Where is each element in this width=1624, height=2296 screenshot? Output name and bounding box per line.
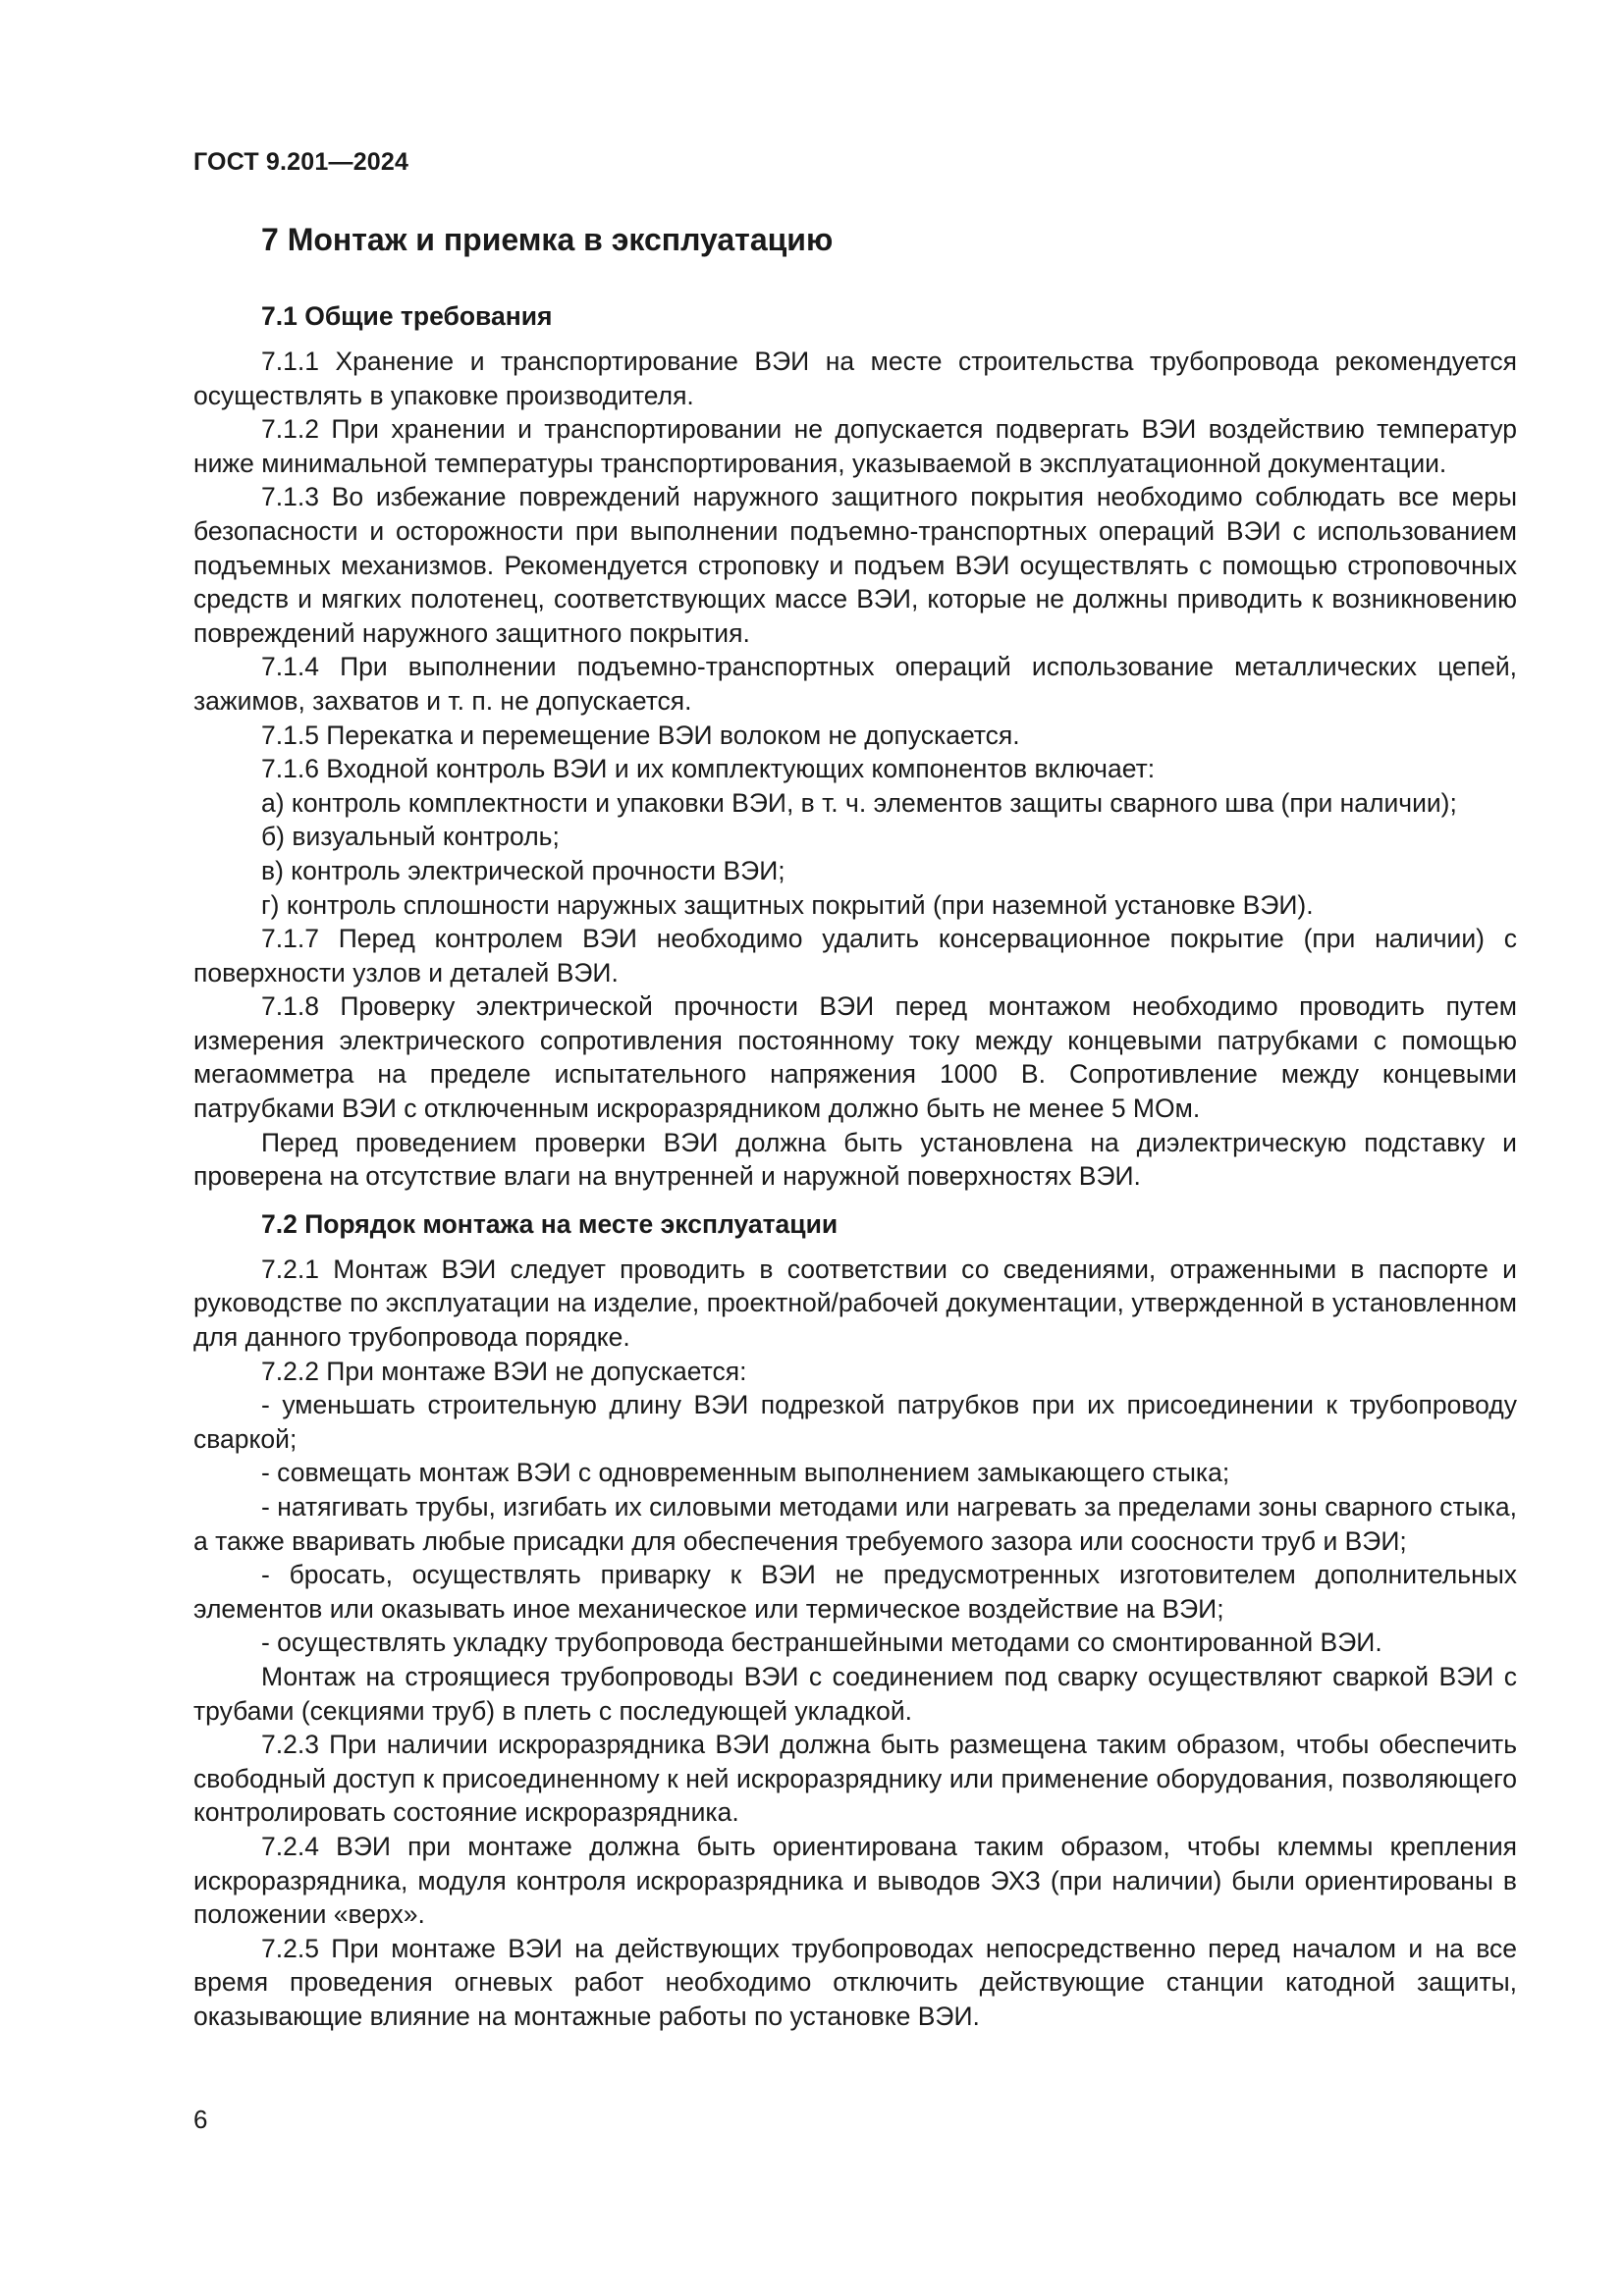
paragraph: Монтаж на строящиеся трубопроводы ВЭИ с соединением под сварку осуществляют сваркой ВЭИ с трубами (секциями труб) в плеть с последующей укладкой. <box>193 1661 1517 1726</box>
paragraph: 7.2.1 Монтаж ВЭИ следует проводить в соответствии со сведениями, отраженными в паспорте и руководстве по эксплуатации на изделие, проектной/рабочей документации, утвержденной в установленном для данного трубопровода порядке. <box>193 1254 1517 1353</box>
paragraph: 7.1.4 При выполнении подъемно-транспортных операций использование металлических цепей, зажимов, захватов и т. п. не допускается. <box>193 652 1517 716</box>
list-item: - натягивать трубы, изгибать их силовыми методами или нагревать за пределами зоны сварного стыка, а также вваривать любые присадки для обеспечения требуемого зазора или соосности труб и ВЭИ; <box>193 1492 1517 1556</box>
document-id-header: ГОСТ 9.201—2024 <box>193 148 409 176</box>
paragraph: 7.2.4 ВЭИ при монтаже должна быть ориентирована таким образом, чтобы клеммы крепления искроразрядника, модуля контроля искроразрядника и выводов ЭХЗ (при наличии) были ориентированы в положении «верх». <box>193 1831 1517 1930</box>
paragraph: 7.1.8 Проверку электрической прочности ВЭИ перед монтажом необходимо проводить путем измерения электрического сопротивления постоянному току между концевыми патрубками с помощью мегаомметра на пределе испытательного напряжения 1000 В. Сопротивление между концевыми патрубками ВЭИ с отключенным искроразрядником должно быть не менее 5 МОм. <box>193 991 1517 1124</box>
list-item: - бросать, осуществлять приварку к ВЭИ не предусмотренных изготовителем дополнительных элементов или оказывать иное механическое или термическое воздействие на ВЭИ; <box>193 1560 1517 1624</box>
paragraph: 7.1.6 Входной контроль ВЭИ и их комплектующих компонентов включает: <box>261 754 1156 784</box>
section-title: 7 Монтаж и приемка в эксплуатацию <box>261 222 834 257</box>
subsection-title: 7.1 Общие требования <box>261 301 553 331</box>
paragraph: 7.1.2 При хранении и транспортировании не допускается подвергать ВЭИ воздействию температур ниже минимальной температуры транспортирования, указываемой в эксплуатационной документации. <box>193 414 1517 478</box>
page-number: 6 <box>193 2105 208 2134</box>
paragraph: 7.2.3 При наличии искроразрядника ВЭИ должна быть размещена таким образом, чтобы обеспечить свободный доступ к присоединенному к ней искроразряднику или применение оборудования, позволяющего контролировать состояние искроразрядника. <box>193 1730 1517 1828</box>
page-content <box>193 220 1517 2034</box>
paragraph: Перед проведением проверки ВЭИ должна быть установлена на диэлектрическую подставку и проверена на отсутствие влаги на внутренней и наружной поверхностях ВЭИ. <box>193 1127 1517 1192</box>
paragraph: 7.2.2 При монтаже ВЭИ не допускается: <box>261 1356 747 1386</box>
subsection-title: 7.2 Порядок монтажа на месте эксплуатации <box>261 1208 839 1239</box>
list-item: - уменьшать строительную длину ВЭИ подрезкой патрубков при их присоединении к трубопроводу сваркой; <box>193 1390 1517 1454</box>
list-item: - совмещать монтаж ВЭИ с одновременным выполнением замыкающего стыка; <box>261 1458 1230 1488</box>
list-item: г) контроль сплошности наружных защитных покрытий (при наземной установке ВЭИ). <box>261 889 1314 920</box>
list-item: в) контроль электрической прочности ВЭИ; <box>261 855 785 885</box>
list-item: б) визуальный контроль; <box>261 822 560 852</box>
paragraph: 7.1.7 Перед контролем ВЭИ необходимо удалить консервационное покрытие (при наличии) с поверхности узлов и деталей ВЭИ. <box>193 924 1517 988</box>
paragraph: 7.1.5 Перекатка и перемещение ВЭИ волоком не допускается. <box>261 720 1020 750</box>
list-item: а) контроль комплектности и упаковки ВЭИ, в т. ч. элементов защиты сварного шва (при наличии); <box>261 787 1457 818</box>
list-item: - осуществлять укладку трубопровода бестраншейными методами со смонтированной ВЭИ. <box>261 1628 1382 1658</box>
paragraph: 7.1.3 Во избежание повреждений наружного защитного покрытия необходимо соблюдать все меры безопасности и осторожности при выполнении подъемно-транспортных операций ВЭИ с использованием подъемных механизмов. Рекомендуется строповку и подъем ВЭИ осуществлять с помощью строповочных средств и мягких полотенец, соответствующих массе ВЭИ, которые не должны приводить к возникновению повреждений наружного защитного покрытия. <box>193 482 1517 648</box>
paragraph: 7.1.1 Хранение и транспортирование ВЭИ на месте строительства трубопровода рекомендуется осуществлять в упаковке производителя. <box>193 347 1517 410</box>
spacer <box>193 1194 1517 1207</box>
paragraph: 7.2.5 При монтаже ВЭИ на действующих трубопроводах непосредственно перед началом и на все время проведения огневых работ необходимо отключить действующие станции катодной защиты, оказывающие влияние на монтажные работы по установке ВЭИ. <box>193 1933 1517 2031</box>
